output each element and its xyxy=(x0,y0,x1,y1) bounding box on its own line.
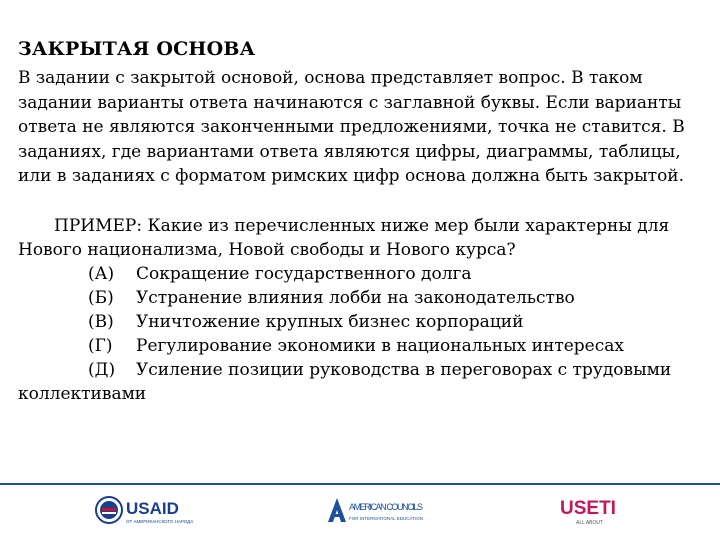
option-text: Устранение влияния лобби на законодательство xyxy=(136,287,575,308)
american-councils-tagline: FOR INTERNATIONAL EDUCATION xyxy=(349,516,423,521)
option-text: Усиление позиции руководства в переговорах с трудовыми xyxy=(136,359,672,380)
american-councils-logo xyxy=(325,492,425,528)
answer-options xyxy=(18,262,708,406)
option-letter: (Б) xyxy=(88,287,114,308)
option-letter: (А) xyxy=(88,263,115,284)
slide-title: ЗАКРЫТАЯ ОСНОВА xyxy=(18,38,256,60)
option-d-first-line xyxy=(18,358,708,382)
useti-wordmark: USETI xyxy=(560,498,616,519)
option-text: Уничтожение крупных бизнес корпораций xyxy=(136,311,524,332)
option-letter: (Г) xyxy=(88,335,113,356)
option-a xyxy=(18,262,708,286)
option-text: Регулирование экономики в национальных интересах xyxy=(136,335,624,356)
option-d xyxy=(18,358,708,406)
option-letter: (Д) xyxy=(88,359,116,380)
option-d-continuation: коллективами xyxy=(18,383,147,404)
slide-content xyxy=(18,38,708,406)
useti-logo xyxy=(558,492,628,528)
option-b xyxy=(18,286,708,310)
footer-divider xyxy=(0,483,720,485)
option-text: Сокращение государственного долга xyxy=(136,263,472,284)
example-block xyxy=(18,214,708,406)
option-letter: (В) xyxy=(88,311,114,332)
useti-tagline: ALL ABOUT xyxy=(576,520,604,526)
example-question: ПРИМЕР: Какие из перечисленных ниже мер были характерны для Нового национализма, Новой свободы и Нового курса? xyxy=(18,215,670,260)
american-councils-wordmark: AMERICAN COUNCILS xyxy=(349,502,423,512)
option-g xyxy=(18,334,708,358)
option-v xyxy=(18,310,708,334)
usaid-wordmark: USAID xyxy=(126,499,179,518)
usaid-logo xyxy=(95,492,195,528)
usaid-tagline: ОТ АМЕРИКАНСКОГО НАРОДА xyxy=(126,519,194,524)
description-paragraph: В задании с закрытой основой, основа представляет вопрос. В таком задании варианты ответа начинаются с заглавной буквы. Если варианты ответа не являются законченными предложениями, точка не ставится. В заданиях, где вариантами ответа являются цифры, диаграммы, таблицы, или в заданиях с форматом римских цифр основа должна быть закрытой. xyxy=(18,68,685,186)
